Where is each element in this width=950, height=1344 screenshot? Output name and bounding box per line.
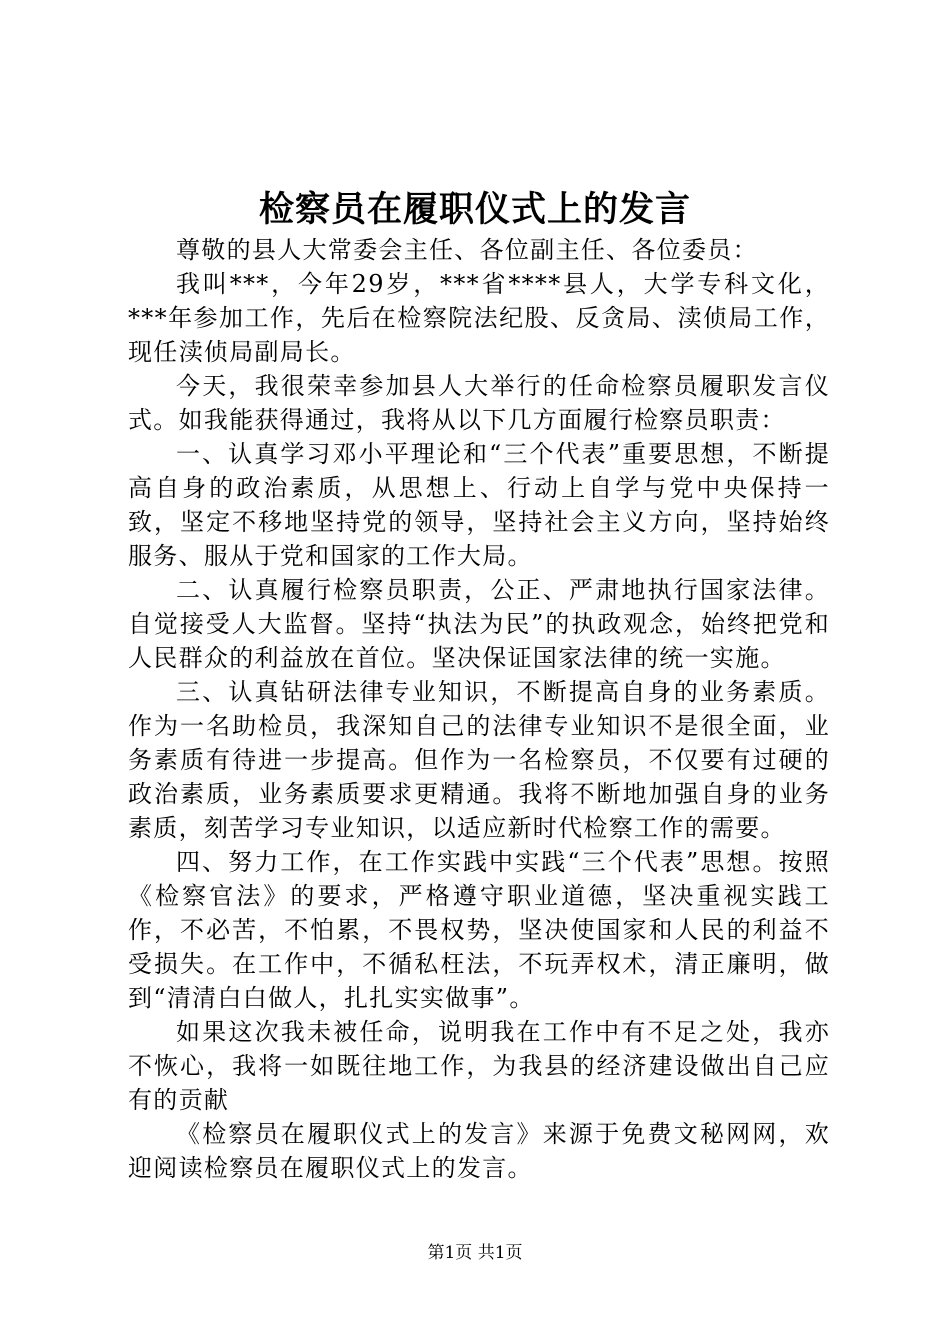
paragraph-point-three: 三、认真钻研法律专业知识，不断提高自身的业务素质。作为一名助检员，我深知自己的法律专业知识不是很全面，业务素质有待进一步提高。但作为一名检察员，不仅要有过硬的政治素质，业务素质要求更精通。我将不断地加强自身的业务素质，刻苦学习专业知识，以适应新时代检察工作的需要。 [128, 678, 830, 842]
paragraph-point-four: 四、努力工作，在工作实践中实践“三个代表”思想。按照《检察官法》的要求，严格遵守职业道德，坚决重视实践工作，不必苦，不怕累，不畏权势，坚决使国家和人民的利益不受损失。在工作中，不循私枉法，不玩弄权术，清正廉明，做到“清清白白做人，扎扎实实做事”。 [128, 848, 830, 1012]
paragraph-introduction: 我叫***，今年29岁，***省****县人，大学专科文化，***年参加工作，先后在检察院法纪股、反贪局、渎侦局工作，现任渎侦局副局长。 [128, 270, 830, 366]
paragraph-source-note: 《检察员在履职仪式上的发言》来源于免费文秘网网，欢迎阅读检察员在履职仪式上的发言。 [128, 1120, 830, 1182]
paragraph-occasion: 今天，我很荣幸参加县人大举行的任命检察员履职发言仪式。如我能获得通过，我将从以下几方面履行检察员职责： [128, 372, 830, 434]
page-number-footer: 第1页 共1页 [427, 1243, 523, 1263]
paragraph-salutation: 尊敬的县人大常委会主任、各位副主任、各位委员： [176, 236, 758, 264]
paragraph-closing: 如果这次我未被任命，说明我在工作中有不足之处，我亦不恢心，我将一如既往地工作，为我县的经济建设做出自己应有的贡献 [128, 1018, 830, 1114]
document-title: 检察员在履职仪式上的发言 [258, 189, 691, 230]
document-body [128, 233, 830, 1185]
paragraph-point-one: 一、认真学习邓小平理论和“三个代表”重要思想，不断提高自身的政治素质，从思想上、行动上自学与党中央保持一致，坚定不移地坚持党的领导，坚持社会主义方向，坚持始终服务、服从于党和国家的工作大局。 [128, 440, 830, 570]
paragraph-point-two: 二、认真履行检察员职责，公正、严肃地执行国家法律。自觉接受人大监督。坚持“执法为民”的执政观念，始终把党和人民群众的利益放在首位。坚决保证国家法律的统一实施。 [128, 576, 830, 672]
